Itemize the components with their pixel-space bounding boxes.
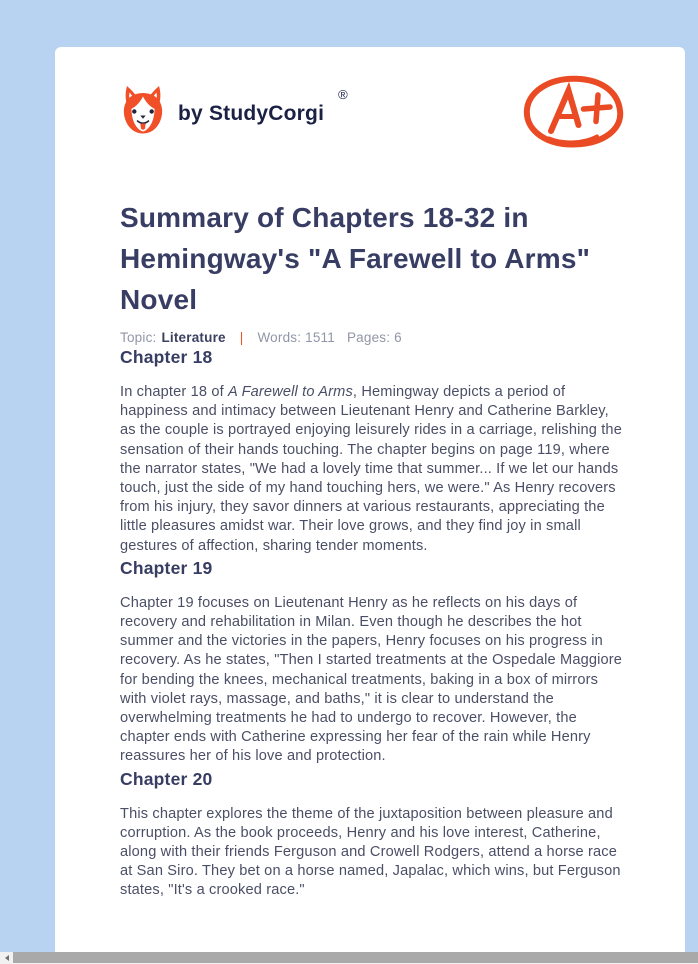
brand-name: by StudyCorgi	[178, 102, 325, 125]
topic-link[interactable]: Literature	[161, 330, 226, 345]
chapter-20-section	[120, 769, 625, 901]
registered-mark: ®	[338, 86, 348, 102]
chapter-19-section	[120, 558, 625, 767]
a-plus-stamp-icon	[521, 75, 625, 154]
chapter-20-heading: Chapter 20	[120, 768, 213, 789]
chapter-19-paragraph: Chapter 19 focuses on Lieutenant Henry as he reflects on his days of recovery and rehabilitation in Milan. Even though he describes the hot summer and the victories in the papers, Henry focuses on his progress in recovery. As he states, "Then I started treatments at the Ospedale Maggiore for bending the knees, mechanical treatments, baking in a box of mirrors with violet rays, massage, and baths," it is clear to understand the overwhelming treatments he had to undergo to recover. However, the chapter ends with Catherine expressing her fear of the rain while Henry reassures her of his love and protection.	[120, 594, 623, 765]
document-card	[55, 47, 685, 952]
meta-separator: |	[239, 330, 244, 345]
horizontal-scrollbar[interactable]	[0, 952, 698, 964]
chapter-20-paragraph: This chapter explores the theme of the juxtaposition between pleasure and corruption. As the book proceeds, Henry and his love interest, Catherine, along with their friends Ferguson and Crowell Rodgers, attend a horse race at San Siro. They bet on a horse named, Japalac, which wins, but Ferguson states, "It's a crooked race."	[120, 805, 621, 899]
chapter-18-paragraph: In chapter 18 of A Farewell to Arms, Hemingway depicts a period of happiness and intimacy between Lieutenant Henry and Catherine Barkley, as the couple is portrayed enjoying leisurely rides in a carriage, relishing the sensation of their hands touching. The chapter begins on page 119, where the narrator states, "We had a lovely time that summer... If we let our hands touch, just the side of my hand touching hers, we were." As Henry recovers from his injury, they savor dinners at various restaurants, appreciating the little pleasures amidst war. Their love grows, and they find joy in small gestures of affection, sharing tender moments.	[120, 384, 622, 554]
chapter-18-heading: Chapter 18	[120, 347, 213, 367]
corgi-logo-icon	[120, 85, 166, 144]
scrollbar-thumb[interactable]	[13, 952, 698, 963]
page-title: Summary of Chapters 18-32 in Hemingway's "A Farewell to Arms" Novel	[120, 202, 591, 315]
studycorgi-brand[interactable]	[120, 85, 348, 144]
scroll-left-button[interactable]	[0, 952, 13, 963]
document-header	[120, 77, 625, 151]
scroll-left-arrow-icon	[5, 955, 9, 961]
words-count: Words: 1511	[257, 330, 335, 345]
chapter-19-heading: Chapter 19	[120, 557, 213, 578]
article-meta	[120, 330, 625, 345]
pages-count: Pages: 6	[346, 330, 402, 345]
chapter-18-section	[120, 347, 625, 556]
topic-label: Topic:	[120, 330, 157, 345]
